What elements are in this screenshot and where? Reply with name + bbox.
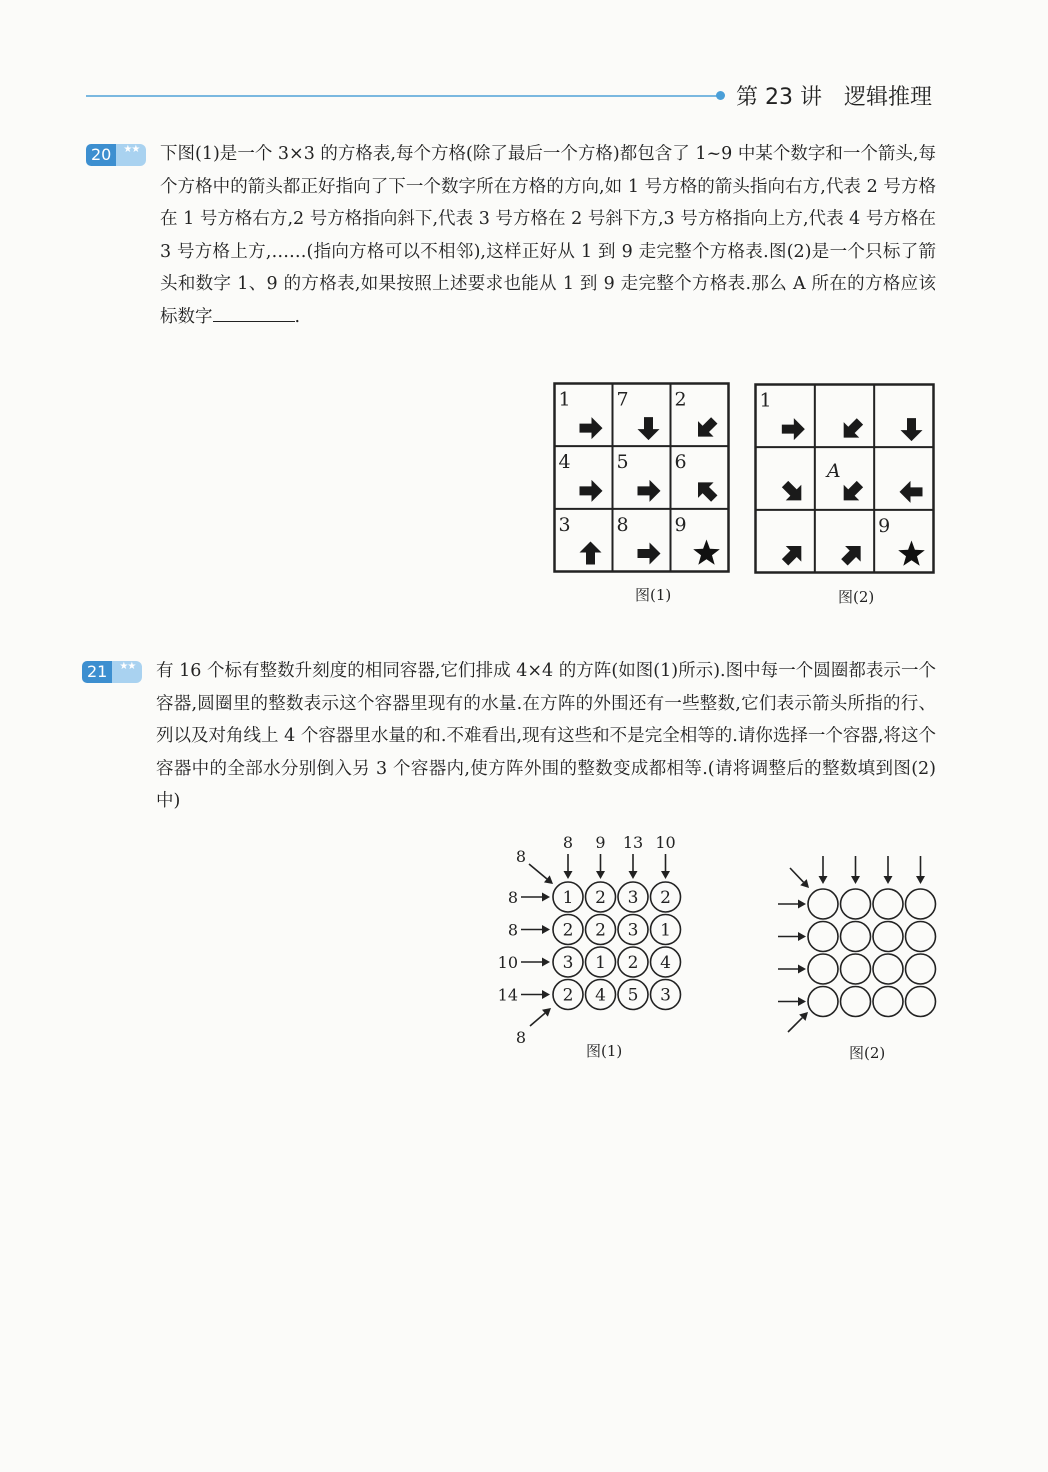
- empty-container-circle[interactable]: [841, 954, 871, 984]
- arrow-down-left-icon: [836, 414, 868, 446]
- q21-figure-2: [770, 850, 940, 1040]
- empty-container-circle[interactable]: [906, 954, 936, 984]
- cell-number: 2: [674, 388, 687, 411]
- grid-cell: [675, 389, 723, 445]
- container-circle: [618, 882, 648, 912]
- arrow-down-right-icon: [777, 476, 809, 508]
- svg-text:3: 3: [562, 953, 574, 973]
- grid-cell: [675, 514, 720, 565]
- column-arrow: [596, 854, 605, 879]
- grid-cell: [675, 451, 723, 506]
- svg-text:2: 2: [562, 920, 574, 941]
- q21-difficulty-stars: ★★: [112, 661, 142, 683]
- column-sum: 8: [562, 833, 574, 852]
- container-circle: [586, 947, 616, 977]
- container-circle: [651, 915, 681, 945]
- grid-cell: [559, 451, 603, 502]
- container-circle: [618, 980, 648, 1010]
- column-arrow: [851, 856, 860, 884]
- star-icon: [693, 540, 720, 565]
- column-arrow: [884, 856, 893, 884]
- row-sum: 14: [497, 985, 518, 1005]
- diagonal-arrow-bottom: [788, 1012, 808, 1032]
- container-circle: [553, 915, 583, 945]
- arrow-down-left-icon: [690, 413, 722, 445]
- q20-badge: [86, 144, 146, 166]
- row-arrow: [521, 925, 550, 934]
- arrow-up-right-icon: [837, 538, 869, 570]
- grid-cell: [878, 515, 925, 566]
- q21-fig1-caption: 图(1): [586, 1042, 623, 1060]
- arrow-left-icon: [900, 481, 923, 503]
- column-arrow: [629, 854, 638, 879]
- q20-figure-2: [754, 383, 936, 575]
- row-arrow: [778, 965, 806, 974]
- cell-number: 1: [558, 388, 571, 411]
- diagonal-arrow-top: [529, 864, 553, 884]
- q20-fig2-caption: 图(2): [838, 588, 875, 606]
- page-header: [736, 80, 932, 111]
- container-circle: [553, 947, 583, 977]
- lecture-topic: 逻辑推理: [843, 85, 932, 110]
- row-sum: 8: [507, 888, 518, 907]
- container-circle: [651, 882, 681, 912]
- q20-number: 20: [86, 144, 116, 166]
- arrow-down-icon: [901, 418, 923, 441]
- column-arrow: [661, 854, 670, 879]
- empty-container-circle[interactable]: [841, 922, 871, 952]
- q20-body: 下图(1)是一个 3×3 的方格表,每个方格(除了最后一个方格)都包含了 1~9 中某个数字和一个箭头,每个方格中的箭头都正好指向了下一个数字所在方格的方向,如 1 号方格的箭头指向右方,代表 2 号方格在 1 号方格右方,2 号方格指向斜下,代表 3 号方格在 2 号斜下方,3 号方格指向上方,代表 4 号方格在 3 号方格上方,……(指向方格可以不相邻),这样正好从 1 到 9 走完整个方格表.图(2)是一个只标了箭头和数字 1、9 的方格表,如果按照上述要求也能从 1 到 9 走完整个方格表.那么 A 所在的方格应该标数字: [160, 144, 936, 327]
- empty-container-circle[interactable]: [808, 889, 838, 919]
- row-arrow: [778, 932, 806, 941]
- svg-text:2: 2: [595, 888, 606, 908]
- cell-number: 9: [878, 514, 891, 537]
- svg-text:2: 2: [627, 953, 639, 973]
- grid-cell: [777, 538, 809, 570]
- column-sum: 9: [595, 833, 606, 852]
- grid-cell: [559, 514, 602, 565]
- grid-cell: [836, 414, 868, 446]
- header-rule: [86, 95, 718, 97]
- empty-container-circle[interactable]: [841, 889, 871, 919]
- diagonal-arrow-bottom: [530, 1008, 551, 1026]
- svg-text:5: 5: [627, 985, 639, 1006]
- diagonal-sum-bottom: 8: [515, 1028, 527, 1047]
- container-circle: [586, 980, 616, 1010]
- grid-cell: [617, 451, 661, 502]
- arrow-right-icon: [580, 417, 603, 439]
- svg-text:1: 1: [660, 920, 671, 941]
- container-circle: [586, 882, 616, 912]
- empty-container-circle[interactable]: [873, 889, 903, 919]
- arrow-up-left-icon: [690, 475, 722, 507]
- lecture-number: 第 23 讲: [736, 85, 822, 110]
- q21-fig2-caption: 图(2): [849, 1044, 886, 1062]
- arrow-up-right-icon: [777, 538, 809, 570]
- cell-number: 6: [674, 451, 687, 474]
- container-circle: [553, 882, 583, 912]
- container-circle: [618, 915, 648, 945]
- q21-figure-1: [490, 826, 690, 1051]
- empty-container-circle[interactable]: [906, 922, 936, 952]
- grid-cell: [617, 514, 661, 565]
- grid-cell: [837, 538, 869, 570]
- arrow-right-icon: [580, 480, 603, 502]
- empty-container-circle[interactable]: [841, 987, 871, 1017]
- arrow-down-icon: [638, 417, 660, 440]
- q20-difficulty-stars: ★★: [116, 144, 146, 166]
- empty-container-circle[interactable]: [906, 889, 936, 919]
- container-circle: [553, 980, 583, 1010]
- empty-container-circle[interactable]: [906, 987, 936, 1017]
- svg-text:1: 1: [562, 888, 574, 908]
- row-arrow: [521, 990, 550, 999]
- q21-number: 21: [82, 661, 112, 683]
- empty-container-circle[interactable]: [808, 954, 838, 984]
- cell-number: 9: [674, 513, 687, 536]
- grid-cell: [559, 389, 603, 440]
- svg-text:2: 2: [660, 888, 671, 908]
- grid-cell: [901, 418, 923, 441]
- column-arrow: [564, 854, 573, 879]
- star-icon: [898, 541, 925, 566]
- column-arrow: [819, 856, 828, 884]
- container-circle: [651, 947, 681, 977]
- row-sum: 10: [497, 953, 518, 972]
- q21-badge: [82, 661, 142, 683]
- cell-number: 5: [616, 451, 629, 474]
- q21-text: 有 16 个标有整数升刻度的相同容器,它们排成 4×4 的方阵(如图(1)所示).图中每一个圆圈都表示一个容器,圆圈里的整数表示这个容器里现有的水量.在方阵的外围还有一些整数,它们表示箭头所指的行、列以及对角线上 4 个容器里水量的和.不难看出,现有这些和不是完全相等的.请你选择一个容器,将这个容器中的全部水分别倒入另 3 个容器内,使方阵外围的整数变成都相等.(请将调整后的整数填到图(2)中): [156, 661, 936, 812]
- container-circle: [618, 947, 648, 977]
- grid-border: [555, 384, 729, 572]
- row-arrow: [778, 900, 806, 909]
- row-sum: 8: [507, 920, 518, 940]
- cell-label-a: A: [826, 460, 841, 483]
- svg-text:2: 2: [595, 920, 606, 941]
- header-dot: [716, 91, 725, 100]
- q20-text: [160, 138, 936, 334]
- row-arrow: [778, 997, 806, 1006]
- cell-number: 8: [616, 513, 629, 536]
- cell-number: 4: [558, 451, 571, 474]
- svg-text:2: 2: [562, 985, 574, 1006]
- q20-end: .: [294, 306, 301, 327]
- q20-fig1-caption: 图(1): [635, 586, 672, 604]
- q20-figure-1: [553, 382, 731, 574]
- column-sum: 10: [655, 833, 676, 852]
- column-sum: 13: [622, 833, 644, 852]
- arrow-up-icon: [580, 542, 602, 565]
- empty-container-circle[interactable]: [873, 922, 903, 952]
- svg-text:3: 3: [660, 985, 671, 1006]
- row-arrow: [521, 958, 550, 967]
- empty-container-circle[interactable]: [808, 987, 838, 1017]
- q20-answer-blank[interactable]: [213, 303, 295, 322]
- empty-container-circle[interactable]: [873, 954, 903, 984]
- arrow-down-left-icon: [836, 476, 868, 508]
- column-arrow: [916, 856, 925, 884]
- arrow-right-icon: [782, 418, 805, 440]
- svg-text:3: 3: [627, 888, 639, 908]
- arrow-right-icon: [638, 543, 661, 565]
- svg-text:1: 1: [595, 953, 606, 973]
- cell-number: 1: [759, 389, 772, 412]
- grid-cell: [760, 390, 805, 441]
- grid-cell: [777, 476, 809, 508]
- grid-border: [756, 385, 934, 573]
- grid-cell: [825, 460, 868, 508]
- arrow-right-icon: [638, 480, 661, 502]
- empty-container-circle[interactable]: [873, 987, 903, 1017]
- svg-text:3: 3: [627, 920, 639, 941]
- cell-number: 7: [616, 388, 629, 411]
- grid-cell: [617, 389, 660, 441]
- empty-container-circle[interactable]: [808, 922, 838, 952]
- grid-cell: [900, 481, 923, 503]
- diagonal-arrow-top: [790, 868, 809, 888]
- diagonal-sum-top: 8: [515, 847, 527, 866]
- svg-text:4: 4: [595, 985, 606, 1006]
- container-circle: [651, 980, 681, 1010]
- row-arrow: [521, 893, 550, 902]
- svg-text:4: 4: [660, 953, 671, 973]
- container-circle: [586, 915, 616, 945]
- cell-number: 3: [558, 513, 571, 536]
